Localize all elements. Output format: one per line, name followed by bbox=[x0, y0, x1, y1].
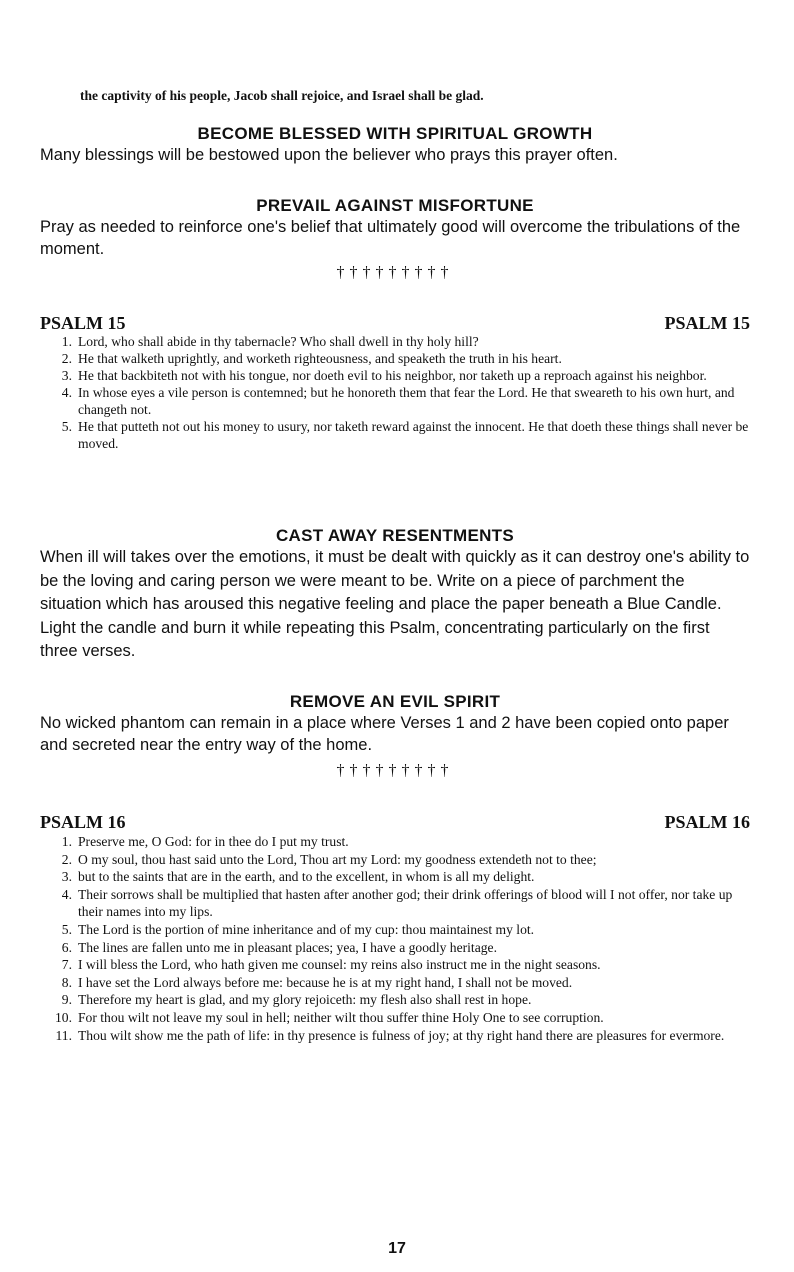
verse: 5. The Lord is the portion of mine inheritance and of my cup: thou maintainest my lot. bbox=[61, 921, 535, 937]
verse: 4. Their sorrows shall be multiplied that hasten after another god; their drink offerings of blood will I not offer, nor take up their names into my lips. bbox=[61, 886, 733, 920]
verse: 1. Preserve me, O God: for in thee do I put my trust. bbox=[61, 834, 349, 849]
page-number: 17 bbox=[388, 1240, 406, 1257]
verse: 2. He that walketh uprightly, and worketh righteousness, and speaketh the truth in his heart. bbox=[61, 351, 562, 366]
section-text: Pray as needed to reinforce one's belief that ultimately good will overcome the tribulations of the moment. bbox=[40, 218, 741, 258]
cross-divider bbox=[40, 264, 750, 282]
psalm-16-verses bbox=[40, 833, 752, 1044]
section-spiritual-growth bbox=[40, 124, 750, 166]
verse: 10. For thou wilt not leave my soul in hell; neither wilt thou suffer thine Holy One to see corruption. bbox=[55, 1009, 604, 1025]
verse: 8. I have set the Lord always before me: because he is at my right hand, I shall not be moved. bbox=[61, 974, 573, 990]
section-remove-evil-spirit bbox=[40, 692, 750, 756]
section-cast-away-resentments bbox=[40, 526, 750, 664]
psalm-16-header bbox=[40, 812, 750, 833]
intro-line: the captivity of his people, Jacob shall rejoice, and Israel shall be glad. bbox=[80, 88, 484, 103]
section-heading: PREVAIL AGAINST MISFORTUNE bbox=[256, 196, 534, 215]
verse: 6. The lines are fallen unto me in pleasant places; yea, I have a goodly heritage. bbox=[61, 939, 497, 955]
section-heading: CAST AWAY RESENTMENTS bbox=[275, 526, 515, 545]
psalm-title-right: PSALM 15 bbox=[664, 313, 750, 333]
verse: 3. but to the saints that are in the earth, and to the excellent, in whom is all my delight. bbox=[61, 869, 535, 885]
section-heading: REMOVE AN EVIL SPIRIT bbox=[289, 692, 501, 711]
section-text: Many blessings will be bestowed upon the believer who prays this prayer often. bbox=[40, 146, 618, 164]
section-heading: BECOME BLESSED WITH SPIRITUAL GROWTH bbox=[197, 124, 593, 143]
psalm-15-verses bbox=[40, 333, 752, 452]
verse: 1. Lord, who shall abide in thy tabernacle? Who shall dwell in thy holy hill? bbox=[61, 334, 479, 349]
psalm-title-right: PSALM 16 bbox=[664, 812, 750, 832]
verse: 2. O my soul, thou hast said unto the Lord, Thou art my Lord: my goodness extendeth not to thee; bbox=[61, 851, 597, 867]
verse: 7. I will bless the Lord, who hath given me counsel: my reins also instruct me in the night seasons. bbox=[61, 957, 601, 973]
section-misfortune bbox=[40, 196, 750, 260]
section-text: No wicked phantom can remain in a place where Verses 1 and 2 have been copied onto paper and secreted near the entry way of the home. bbox=[40, 714, 729, 754]
section-text: When ill will takes over the emotions, it must be dealt with quickly as it can destroy one's ability to be the loving and caring person we were meant to be. Write on a piece of parchment the situation which has aroused this negative feeling and place the paper beneath a Blue Candle. Light the candle and burn it while repeating this Psalm, concentrating particularly on the first three verses. bbox=[40, 548, 750, 660]
verse: 4. In whose eyes a vile person is contemned; but he honoreth them that fear the Lord. He that sweareth to his own hurt, and changeth not. bbox=[61, 385, 735, 417]
psalm-15-header bbox=[40, 313, 750, 334]
crosses-ornament: ††††††††† bbox=[336, 264, 454, 281]
cross-divider bbox=[40, 762, 750, 780]
crosses-ornament: ††††††††† bbox=[336, 762, 454, 779]
verse: 5. He that putteth not out his money to usury, nor taketh reward against the innocent. He that doeth these things shall never be moved. bbox=[61, 419, 749, 451]
psalm-title-left: PSALM 15 bbox=[40, 313, 126, 333]
verse: 9. Therefore my heart is glad, and my glory rejoiceth: my flesh also shall rest in hope. bbox=[61, 992, 532, 1008]
verse: 11. Thou wilt show me the path of life: in thy presence is fulness of joy; at thy right hand there are pleasures for evermore. bbox=[55, 1027, 725, 1043]
verse: 3. He that backbiteth not with his tongue, nor doeth evil to his neighbor, nor taketh up a reproach against his neighbor. bbox=[61, 368, 707, 383]
psalm-title-left: PSALM 16 bbox=[40, 812, 126, 832]
